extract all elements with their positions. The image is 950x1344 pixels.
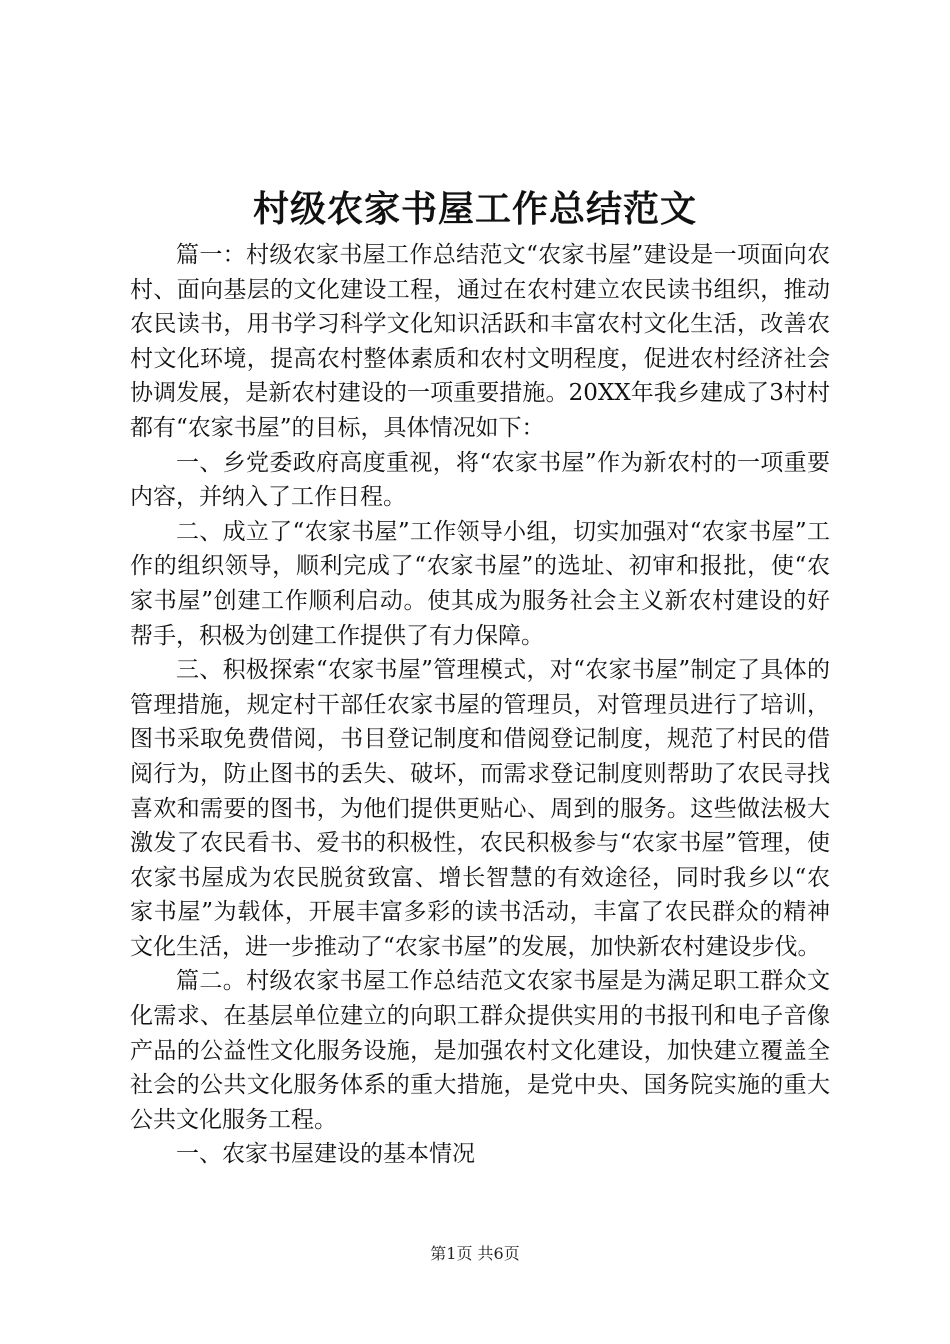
page-footer: 第1页 共6页 [430,1244,520,1263]
paragraph-3: 二、成立了“农家书屋”工作领导小组，切实加强对“农家书屋”工作的组织领导，顺利完成了“农家书屋”的选址、初审和报批，使“农家书屋”创建工作顺利启动。使其成为服务社会主义新农村建设的好帮手，积极为创建工作提供了有力保障。 [130,518,830,649]
paragraph-4: 三、积极探索“农家书屋”管理模式，对“农家书屋”制定了具体的管理措施，规定村干部任农家书屋的管理员，对管理员进行了培训，图书采取免费借阅，书目登记制度和借阅登记制度，规范了村民的借阅行为，防止图书的丢失、破坏，而需求登记制度则帮助了农民寻找喜欢和需要的图书，为他们提供更贴心、周到的服务。这些做法极大激发了农民看书、爱书的积极性，农民积极参与“农家书屋”管理，使农家书屋成为农民脱贫致富、增长智慧的有效途径，同时我乡以“农家书屋”为载体，开展丰富多彩的读书活动，丰富了农民群众的精神文化生活，进一步推动了“农家书屋”的发展，加快新农村建设步伐。 [130,657,830,960]
document-body [130,238,830,1172]
paragraph-6: 一、农家书屋建设的基本情况 [176,1141,475,1168]
document-title: 村级农家书屋工作总结范文 [252,188,697,230]
paragraph-5: 篇二。村级农家书屋工作总结范文农家书屋是为满足职工群众文化需求、在基层单位建立的向职工群众提供实用的书报刊和电子音像产品的公益性文化服务设施，是加强农村文化建设，加快建立覆盖全社会的公共文化服务体系的重大措施，是党中央、国务院实施的重大公共文化服务工程。 [130,968,830,1133]
paragraph-1: 篇一：村级农家书屋工作总结范文“农家书屋”建设是一项面向农村、面向基层的文化建设工程，通过在农村建立农民读书组织，推动农民读书，用书学习科学文化知识活跃和丰富农村文化生活，改善农村文化环境，提高农村整体素质和农村文明程度，促进农村经济社会协调发展，是新农村建设的一项重要措施。20XX年我乡建成了3村村都有“农家书屋”的目标，具体情况如下： [130,242,830,441]
paragraph-2: 一、乡党委政府高度重视，将“农家书屋”作为新农村的一项重要内容，并纳入了工作日程。 [130,449,830,511]
